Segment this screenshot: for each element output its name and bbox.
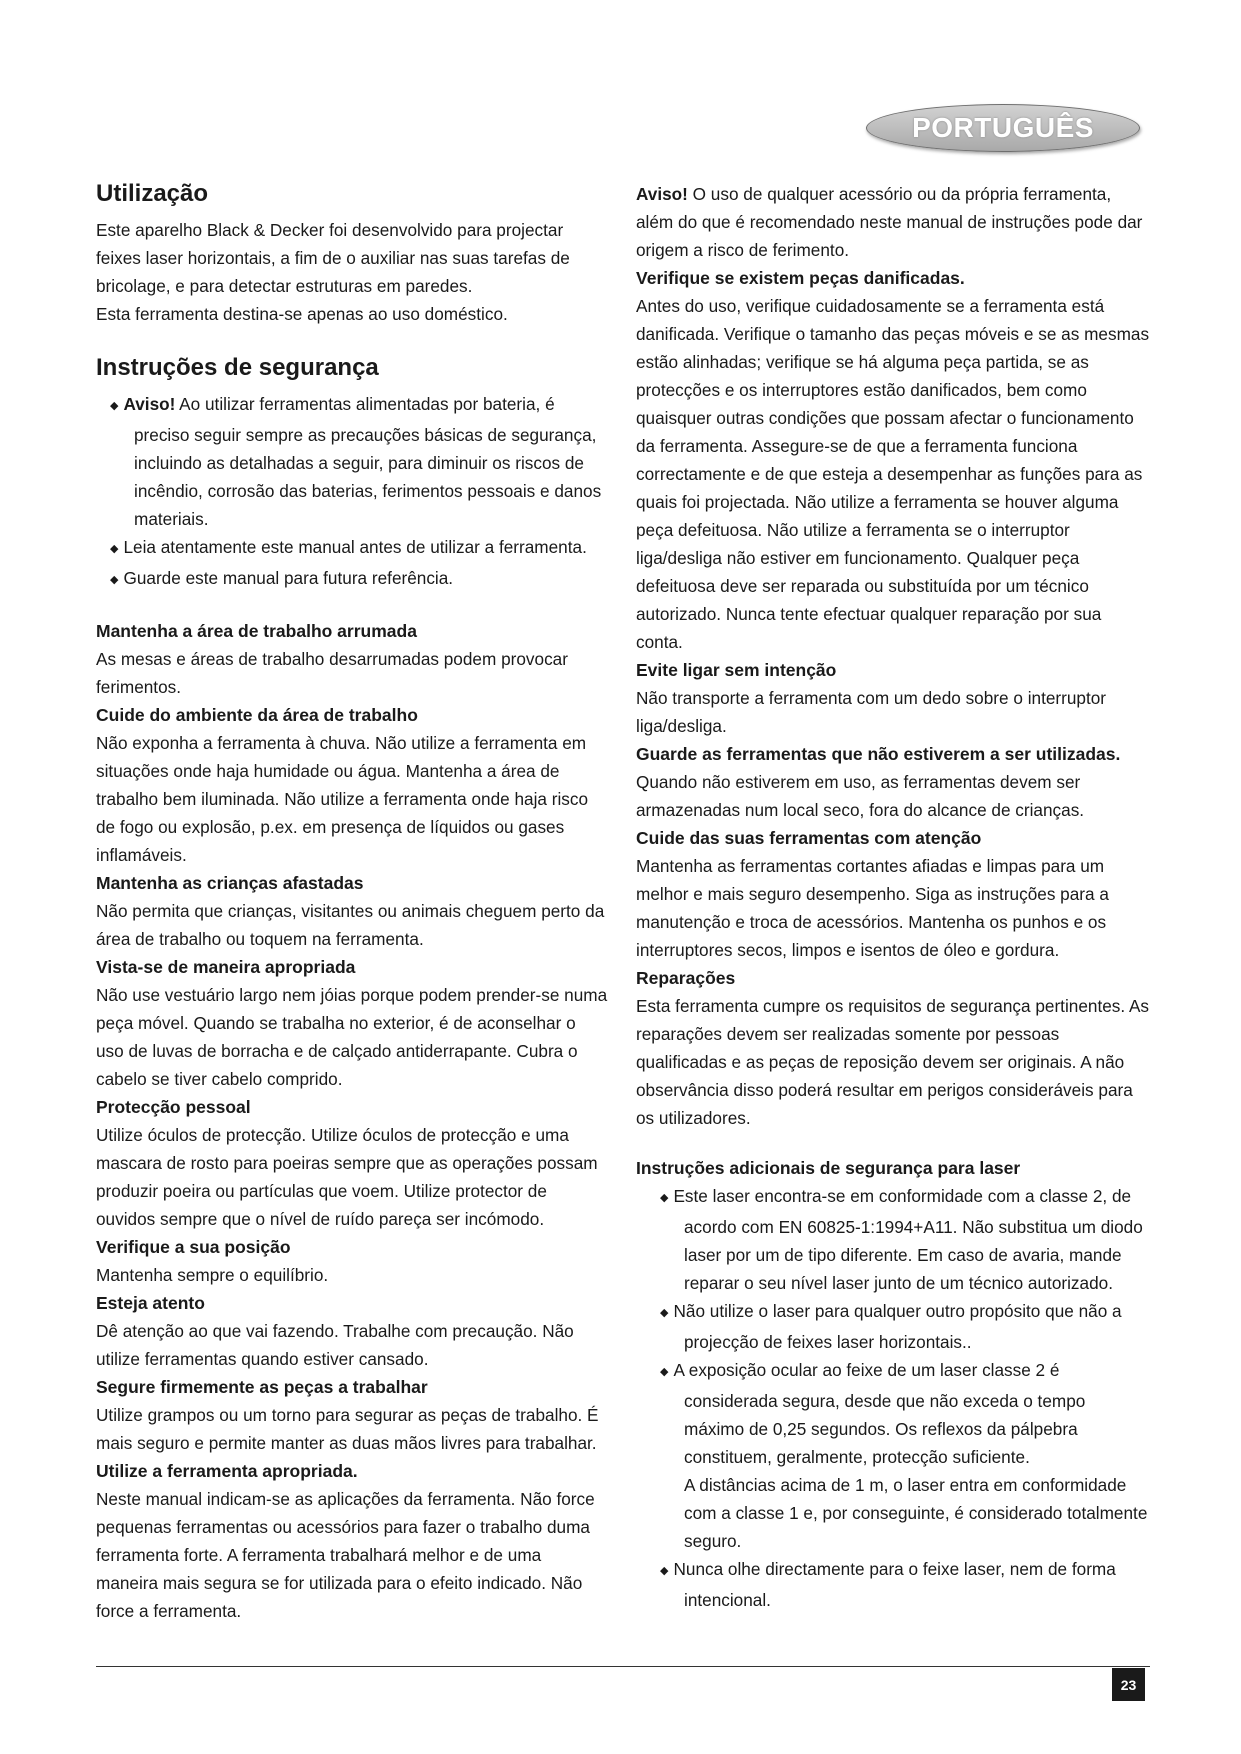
section-text: Utilize grampos ou um torno para segurar as peças de trabalho. É mais seguro e permite manter as duas mãos livres para trabalhar. [96, 1405, 599, 1453]
heading-instrucoes-seguranca: Instruções de segurança [96, 354, 379, 381]
list-item [646, 1555, 1150, 1614]
heading-utilizacao: Utilização [96, 180, 209, 207]
section-title: Mantenha as crianças afastadas [96, 873, 364, 893]
bullet-text: A exposição ocular ao feixe de um laser classe 2 é considerada segura, desde que não exceda o tempo máximo de 0,25 segundos. Os reflexos da pálpebra constituem, geralmente, protecção suficiente. [673, 1360, 1086, 1467]
section-text: Antes do uso, verifique cuidadosamente se a ferramenta está danificada. Verifique o tamanho das peças móveis e se as mesmas estão alinhadas; verifique se há alguma peça partida, se as protecções e os interruptores estão danificados, bem como quaisquer outras condições que possam afectar o funcionamento da ferramenta. Assegure-se de que a ferramenta funciona correctamente e de que esteja a desempenhar as funções para as quais foi projectada. Não utilize a ferramenta se houver alguma peça defeituosa. Não utilize a ferramenta se o interruptor liga/desliga não estiver em funcionamento. Qualquer peça defeituosa deve ser reparada ou substituída por um técnico autorizado. Nunca tente efectuar qualquer reparação por sua conta. [636, 296, 1150, 652]
section-text: Dê atenção ao que vai fazendo. Trabalhe com precaução. Não utilize ferramentas quando estiver cansado. [96, 1321, 574, 1369]
diamond-bullet-icon: ◆ [110, 574, 119, 586]
section-title: Vista-se de maneira apropriada [96, 957, 356, 977]
section-text: Não exponha a ferramenta à chuva. Não utilize a ferramenta em situações onde haja humidade ou água. Mantenha a área de trabalho bem iluminada. Não utilize a ferramenta onde haja risco de fogo ou explosão, p.ex. em presença de líquidos ou gases inflamáveis. [96, 733, 589, 865]
section-title: Guarde as ferramentas que não estiverem a ser utilizadas. [636, 744, 1121, 764]
section-title: Cuide do ambiente da área de trabalho [96, 705, 418, 725]
warning-label: Aviso! [123, 394, 176, 414]
section-text: Mantenha as ferramentas cortantes afiadas e limpas para um melhor e mais seguro desempenho. Siga as instruções para a manutenção e troca de acessórios. Mantenha os punhos e os interruptores secos, limpos e isentos de óleo e gordura. [636, 856, 1109, 960]
section-text: Neste manual indicam-se as aplicações da ferramenta. Não force pequenas ferramentas ou acessórios para fazer o trabalho duma ferramenta forte. A ferramenta trabalhará melhor e de uma maneira mais segura se for utilizada para o efeito indicado. Não force a ferramenta. [96, 1489, 595, 1621]
section-title: Verifique se existem peças danificadas. [636, 268, 965, 288]
language-tab: PORTUGUÊS [866, 104, 1140, 152]
section-text: Quando não estiverem em uso, as ferramentas devem ser armazenadas num local seco, fora do alcance de crianças. [636, 772, 1085, 820]
section-title: Protecção pessoal [96, 1097, 251, 1117]
section-text: Utilize óculos de protecção. Utilize óculos de protecção e uma mascara de rosto para poeiras sempre que as operações possam produzir poeira ou partículas que voem. Utilize protector de ouvidos sempre que o nível de ruído pareça ser incómodo. [96, 1125, 598, 1229]
bullet-text: Não utilize o laser para qualquer outro propósito que não a projecção de feixes laser horizontais.. [673, 1301, 1122, 1352]
section-title: Verifique a sua posição [96, 1237, 291, 1257]
bullet-text: Guarde este manual para futura referência. [123, 568, 454, 588]
laser-bullet-list [636, 1182, 1150, 1614]
list-item [646, 1182, 1150, 1297]
laser-section-title: Instruções adicionais de segurança para laser [636, 1158, 1021, 1178]
section-title: Utilize a ferramenta apropriada. [96, 1461, 358, 1481]
section-text: Não transporte a ferramenta com um dedo sobre o interruptor liga/desliga. [636, 688, 1107, 736]
bullet-text: Leia atentamente este manual antes de utilizar a ferramenta. [123, 537, 587, 557]
diamond-bullet-icon: ◆ [660, 1366, 669, 1378]
section-title: Reparações [636, 968, 736, 988]
left-column [96, 180, 608, 1625]
section-text: Não permita que crianças, visitantes ou animais cheguem perto da área de trabalho ou toquem na ferramenta. [96, 901, 605, 949]
section-title: Cuide das suas ferramentas com atenção [636, 828, 982, 848]
diamond-bullet-icon: ◆ [110, 543, 119, 555]
section-title: Segure firmemente as peças a trabalhar [96, 1377, 428, 1397]
section-text: Mantenha sempre o equilíbrio. [96, 1265, 329, 1285]
footer-rule [96, 1666, 1150, 1667]
section-title: Mantenha a área de trabalho arrumada [96, 621, 417, 641]
section-title: Esteja atento [96, 1293, 205, 1313]
bullet-text-continued: A distâncias acima de 1 m, o laser entra em conformidade com a classe 1 e, por conseguinte, é considerado totalmente seguro. [684, 1475, 1148, 1551]
list-item [96, 564, 608, 595]
diamond-bullet-icon: ◆ [660, 1565, 669, 1577]
diamond-bullet-icon: ◆ [660, 1192, 669, 1204]
page-number: 23 [1112, 1668, 1145, 1701]
bullet-text: Este laser encontra-se em conformidade com a classe 2, de acordo com EN 60825-1:1994+A11. Não substitua um diodo laser por um de tipo diferente. Em caso de avaria, mande reparar o seu nível laser junto de um técnico autorizado. [673, 1186, 1143, 1293]
right-column [636, 180, 1150, 1614]
accessory-warning [636, 180, 1150, 264]
section-text: As mesas e áreas de trabalho desarrumadas podem provocar ferimentos. [96, 649, 568, 697]
diamond-bullet-icon: ◆ [660, 1307, 669, 1319]
section-title: Evite ligar sem intenção [636, 660, 837, 680]
list-item [96, 390, 608, 533]
list-item [646, 1356, 1150, 1555]
utilizacao-paragraph-2: Esta ferramenta destina-se apenas ao uso doméstico. [96, 304, 508, 324]
section-text: Esta ferramenta cumpre os requisitos de segurança pertinentes. As reparações devem ser realizadas somente por pessoas qualificadas e as peças de reposição devem ser originais. A não observância disso poderá resultar em perigos consideráveis para os utilizadores. [636, 996, 1150, 1128]
utilizacao-paragraph-1: Este aparelho Black & Decker foi desenvolvido para projectar feixes laser horizontais, a fim de o auxiliar nas suas tarefas de bricolage, e para detectar estruturas em paredes. [96, 220, 570, 296]
warning-label: Aviso! [636, 184, 688, 204]
warning-text: O uso de qualquer acessório ou da própria ferramenta, além do que é recomendado neste manual de instruções pode dar origem a risco de ferimento. [636, 184, 1143, 260]
diamond-bullet-icon: ◆ [110, 400, 119, 412]
safety-bullet-list [96, 390, 608, 595]
section-text: Não use vestuário largo nem jóias porque podem prender-se numa peça móvel. Quando se trabalha no exterior, é de aconselhar o uso de luvas de borracha e de calçado antiderrapante. Cubra o cabelo se tiver cabelo comprido. [96, 985, 608, 1089]
bullet-text: Nunca olhe directamente para o feixe laser, nem de forma intencional. [673, 1559, 1116, 1610]
list-item [646, 1297, 1150, 1356]
warning-text: Ao utilizar ferramentas alimentadas por bateria, é preciso seguir sempre as precauções básicas de segurança, incluindo as detalhadas a seguir, para diminuir os riscos de incêndio, corrosão das baterias, ferimentos pessoais e danos materiais. [134, 394, 602, 529]
list-item [96, 533, 608, 564]
